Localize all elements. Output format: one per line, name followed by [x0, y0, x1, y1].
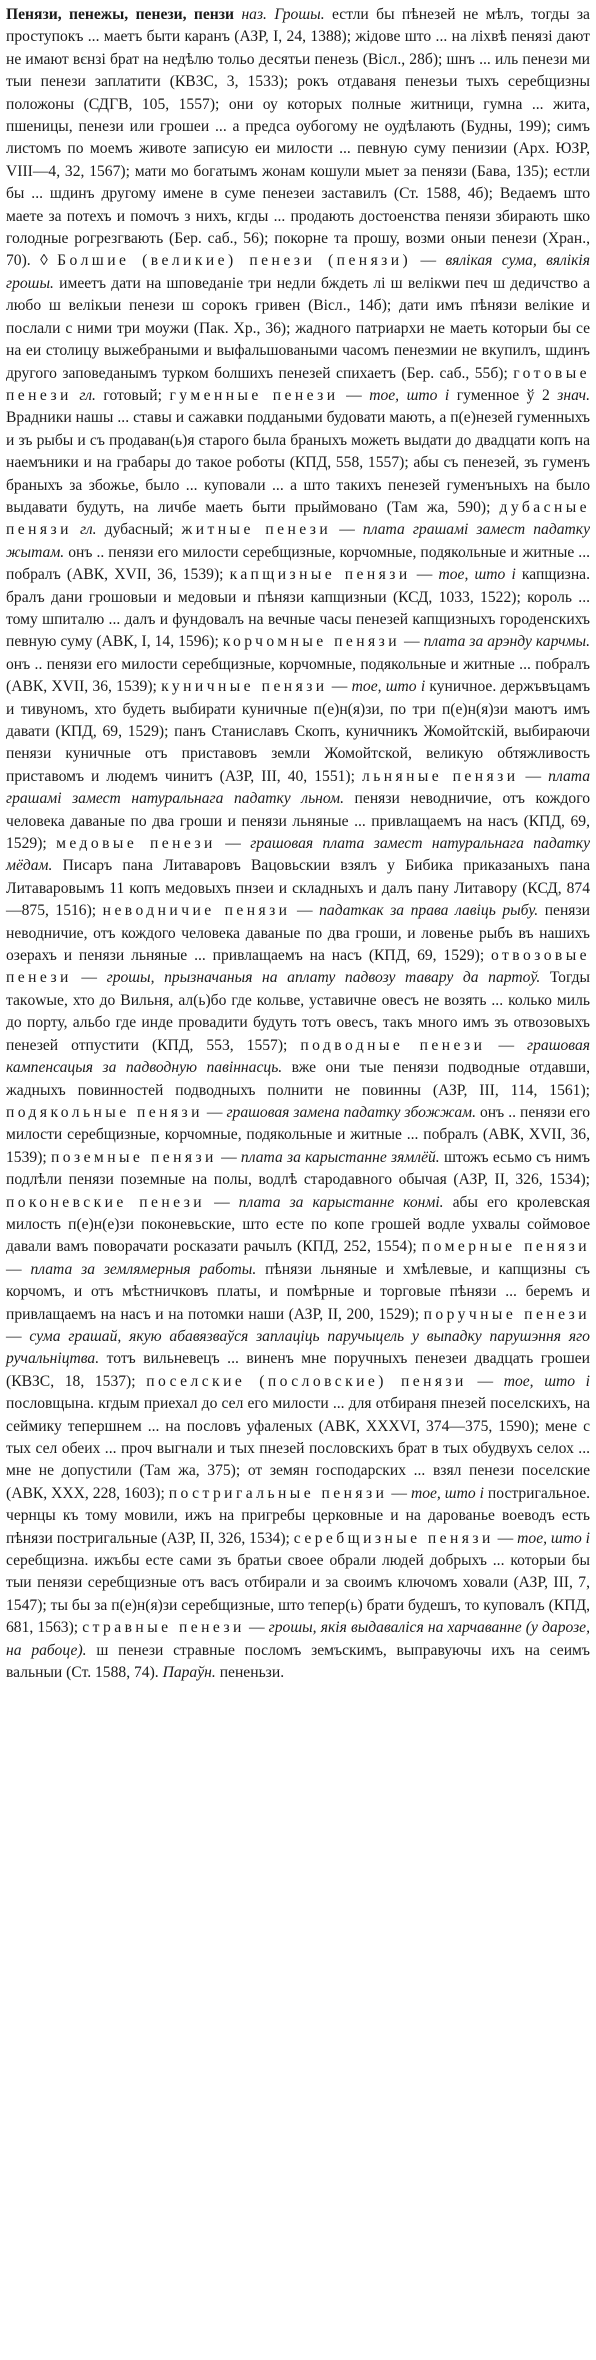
entry-text: пѣнязи льняные и хмѣлевые, и капщизны съ корчомъ, и отъ мѣстничковъ платы, и помѣрные и торговые пѣнязи ... беремъ и привлащаемъ на насъ и на потомки наши (АЗР, II, 200, 1529);	[6, 1260, 590, 1323]
entry-gloss: плата за арэнду карчмы.	[423, 633, 591, 651]
entry-gloss: плата за землямерныя работы.	[30, 1260, 257, 1278]
entry-phrase: постригальные пенязи	[168, 1484, 388, 1502]
entry-text: готовый;	[95, 386, 170, 404]
entry-gloss: вялікая сума, вялікія грошы.	[6, 252, 590, 292]
entry-text: имеетъ дати на шповеданіе три недли бждеть лі ш велікѡи печ ш дедичство а любо ш велікыи пенези ш сорокъ гривен (Віcл., 14б); дати имъ пѣнязи велікие и послали с ними три моужи (Пак. Хр., 36); жадного патриархи не маеть которыи бы се на еи столицу выжебраными и выфальшоваными часомъ пенезмии не вкупилъ, шдинъ другого заповеданымъ турком болшихъ пенезей спихаетъ (Бер. саб., 55б);	[6, 274, 590, 382]
entry-gloss: Параўн.	[162, 1664, 216, 1682]
entry-text: тотъ вильневецъ ... виненъ мне поручныхъ пенезеи двадцать грошеи (КВЗС, 18, 1537);	[6, 1350, 590, 1390]
entry-phrase: поконевские пенези	[6, 1193, 206, 1211]
entry-phrase: серебщизные пенязи	[293, 1529, 494, 1547]
entry-phrase: гуменные пенези	[169, 386, 339, 404]
entry-phrase: льняные пенязи	[361, 767, 519, 785]
entry-text: абы его кролевская милость п(е)н(е)зи поконевьские, што есте по копе грошей водле ухвалы соймовое давали вамъ поворачати росказати рачылъ (КПД, 252, 1554);	[6, 1193, 590, 1256]
entry-gloss: тое, што і	[351, 678, 426, 696]
entry-text: онъ .. пенязи его милости серебщизные, корчомные, подякольные и житные ... побралъ (АВК, XVII, 36, 1539);	[6, 543, 590, 584]
entry-phrase: корчомные пенязи	[222, 633, 400, 651]
entry-phrase: отвозовые пенези	[6, 947, 590, 987]
entry-text: —	[71, 969, 107, 987]
entry-phrase: подякольные пенязи	[6, 1103, 203, 1121]
entry-text: —	[331, 521, 363, 539]
entry-gloss: гл.	[79, 386, 96, 404]
entry-text: штожъ есьмо съ нимъ подлѣли пенязи поземные на полы, водлѣ стародавного обычая (АЗР, II, 326, 1534);	[6, 1148, 590, 1189]
entry-text: серебщизна. ижъбы есте сами зъ братьи своее обрали людей добрыхъ ... которыи бы тыи пенязи серебщизные отъ васъ отбирали и за своимъ ключомъ ховали (АЗР, III, 7, 1547); ты бы за п(е)н(я)зи серебщизные, што тепер(ь) брати будешъ, то куповалъ (КПД, 681, 1563);	[6, 1552, 590, 1637]
entry-text: —	[215, 835, 251, 853]
entry-gloss: сума грашай, якую абавязваўся заплаціць паручыцель у выпадку парушэння яго ручальніцтва.	[6, 1327, 590, 1368]
entry-text: дубасный;	[96, 521, 182, 539]
entry-phrase: куничные пенязи	[161, 678, 328, 696]
entry-gloss: грашовая замена падатку збожжам.	[226, 1103, 477, 1121]
entry-phrase: померные пенязи	[421, 1238, 591, 1256]
entry-gloss: наз. Грошы.	[241, 6, 325, 23]
entry-text: —	[6, 1260, 31, 1278]
entry-text: онъ .. пенязи его милости серебщизные, корчомные, подякольные и житные ... побралъ (АВК, XVII, 36, 1539);	[6, 655, 590, 696]
dictionary-entry	[6, 4, 590, 1684]
entry-text: вже они тые пенязи подводные отдавши, жадныхъ повинностей подводныхъ полнити не повинны (АЗР, III, 114, 1561);	[6, 1059, 590, 1099]
entry-text: —	[290, 902, 320, 920]
entry-text: пенязи неводничие, отъ кождого человека даваные по два гроши и пенязи льняные ... привлащаемъ на насъ (КПД, 69, 1529);	[6, 790, 590, 853]
entry-text: пенязи неводничие, отъ кождого человека даваные по два гроши, и ловенье рыбъ въ нашихъ озерахъ и пенязи льняные ... привлащаемъ на насъ (КПД, 69, 1529);	[6, 902, 590, 965]
entry-text: пененьзи.	[215, 1664, 285, 1682]
entry-gloss: тое, што і	[517, 1529, 591, 1547]
entry-text: Тогды такowые, хто до Вильня, ал(ь)бо где кольве, уставичне овесъ не возять ... колько миль до порту, альбо где инде провадити будуть тотъ овесъ, такъ много имъ зъ отвозовыхъ пенезей отпустити (КПД, 553, 1557);	[6, 969, 591, 1054]
entry-text: —	[216, 1148, 241, 1166]
entry-text: куничное. держъвъцамъ и тивуномъ, хто будеть выбирати куничные п(е)н(я)зи, по три п(е)н(я)зи маютъ имъ давати (КПД, 69, 1529); панъ Станиславъ Скопъ, куничникъ Жомойтскій, выбираючи пенязи куничные отъ приставовъ земли Жомойтской, великую обтяжливость приставомъ и людемъ чинитъ (АЗР, III, 40, 1551);	[6, 678, 591, 785]
entry-phrase: поручные пенези	[423, 1305, 590, 1323]
entry-phrase: капщизные пенязи	[229, 566, 411, 584]
entry-gloss: плата грашамі замест натуральнага падатку льном.	[6, 767, 591, 808]
entry-gloss: падаткак за права лавіць рыбу.	[319, 902, 539, 920]
entry-text: —	[244, 1619, 269, 1637]
entry-text: —	[493, 1529, 518, 1547]
entry-gloss: плата за карыстанне зямлёй.	[240, 1148, 440, 1166]
entry-gloss: плата грашамі замест падатку жытам.	[6, 521, 591, 561]
entry-gloss: тое, што і	[369, 386, 450, 404]
entry-text: Писаръ пана Литаваровъ Вацовьскии взялъ у Бибика приказаныхъ пана Литаваровымъ 11 копъ медовыхъ пнзеи и складныхъ и далъ пану Литавору (КСД, 874—875, 1516);	[6, 857, 590, 920]
entry-gloss: грашовая плата замест натуральнага падатку мёдам.	[6, 835, 590, 875]
entry-gloss: плата за карыстанне конмі.	[238, 1193, 444, 1211]
entry-gloss: грошы, прызначаныя на аплату падвозу тавару да партоў.	[106, 969, 541, 987]
entry-text: постригальное. чернцы къ тому мовили, ижъ на пригребы церковные и на дарованье воеводъ есть пѣнязи постригальные (АЗР, II, 326, 1534);	[6, 1484, 591, 1547]
entry-gloss: тое, што і	[410, 1484, 484, 1502]
entry-text: пословщына. кгдым приехал до сел его милости ... для отбираня пнезей поселскихъ, на сеймику тепершнем ... на пословъ уфаленых (АВК, XXXVI, 374—375, 1590); мене с тых сел обеих ... проч выгнали и тых пнезей пословскихъ брат в тых обудвухъ селох ... мне не допустили (Там жа, 375); от земян господарских ... взял пенези поселские (АВК, XXX, 228, 1603);	[6, 1395, 590, 1502]
entry-text: —	[410, 566, 439, 584]
entry-text: естли бы пѣнезей не мѣлъ, тогды за проступокъ ... маетъ быти каранъ (АЗР, I, 24, 1388); жідове што ... на ліхвѣ пенязі дают не имают вєнзі брат на недѣлю тольо десятьи пенезь (Віcл., 28б); шнъ ... иль пенези ми тыи пенези заплатити (КВЗС, 3, 1533); рокъ отдаваня пенезьи тыхъ серебщизны положоны (СДГВ, 105, 1557); они оу которых полные житници, гумна ... жита, пшеницы, пенези или грошеи ... а предса оубогому не оудѣлають (Будны, 199); симъ листомъ по моемъ животе записую еи милости ... певную суму пенизии (Арх. ЮЗР, VIII—4, 32, 1567); мати мо богатымъ жонам кошули мыет за пенязи (Бава, 135); естли бы ... шдинъ другому имене в сумe пенезеи заставилъ (Ст. 1588, 4б); Ведаемъ што маете за потехъ и помочъ з нихъ, кгды ... продають достоенства пенязи збирають шко голодные рогрезгвають (Бер. саб., 56); покорне та прошу, возми оныи пенези (Хран., 70). ◊	[6, 6, 590, 270]
entry-gloss: тое, што і	[438, 566, 516, 584]
entry-gloss: грошы, якія выдаваліся на харчаванне (у дарозе, на рабоце).	[6, 1619, 591, 1659]
entry-gloss: гл.	[79, 521, 97, 539]
entry-phrase: неводничие пенязи	[102, 902, 291, 920]
entry-phrase: подводные пенези	[300, 1036, 486, 1054]
entry-text: —	[485, 1036, 528, 1054]
entry-gloss: тое, што і	[503, 1372, 590, 1390]
entry-gloss: грашовая кампенсацыя за падводную павіннасць.	[6, 1036, 591, 1077]
entry-phrase: медовые пенези	[56, 835, 216, 853]
entry-phrase: поземные пенязи	[50, 1148, 217, 1166]
entry-text	[72, 521, 80, 538]
entry-text: —	[338, 386, 370, 404]
entry-text: —	[327, 678, 352, 696]
entry-text: —	[387, 1484, 411, 1502]
entry-gloss: знач.	[557, 386, 591, 404]
entry-text: —	[518, 767, 549, 785]
entry-phrase: стравные пенези	[82, 1619, 245, 1637]
entry-phrase: житные пенези	[181, 521, 332, 539]
entry-phrase: дубасные пенязи	[6, 498, 590, 539]
entry-text: ш пенези стравные посломъ земъскимъ, выправуючы ихъ на сеимъ вальныи (Ст. 1588, 74).	[6, 1641, 590, 1682]
entry-text: онъ .. пенязи его милости серебщизные, корчомные, подякольные и житные ... побралъ (АВК, XVII, 36, 1539);	[6, 1103, 590, 1166]
entry-text: —	[202, 1103, 227, 1121]
entry-phrase: готовые пенези	[6, 364, 590, 404]
entry-text: —	[205, 1193, 239, 1211]
entry-text: гуменное ў 2	[449, 386, 558, 404]
entry-text: —	[411, 252, 446, 270]
entry-text: —	[6, 1327, 30, 1345]
entry-headword: Пенязи, пенежы, пенези, пензи	[6, 6, 235, 23]
entry-phrase: поселские (пословские) пенязи	[146, 1372, 467, 1390]
entry-text: —	[399, 633, 424, 651]
entry-text: —	[466, 1372, 504, 1390]
entry-text: капщизна. бралъ дани грошовыи и медовыи и пѣнязи капщизныи (КСД, 1033, 1522); король ... тому шпиталю ... далъ и фундовалъ на вечные часы пенезей капщизныхъ городенскихъ певную суму (АВК, I, 14, 1596);	[6, 566, 590, 651]
entry-phrase: Болшие (великие) пенези (пенязи)	[57, 252, 412, 270]
entry-text: Врадники нашы ... ставы и сажавки поддаными будовати мають, а п(е)незей гуменныхъ и зъ рыбы и съ продаван(ь)я старого была браныхъ можеть выдати до двадцати копъ на наемъники и на грабары до такое роботы (КПД, 558, 1557); абы съ пенезей, зъ гуменъ браныхъ за збожье, было ... куповали ... а што такихъ пенезей гуменъныхъ на было выдавати будуть, на личбе маеть быти прыймовано (Там жа, 590);	[6, 409, 590, 516]
